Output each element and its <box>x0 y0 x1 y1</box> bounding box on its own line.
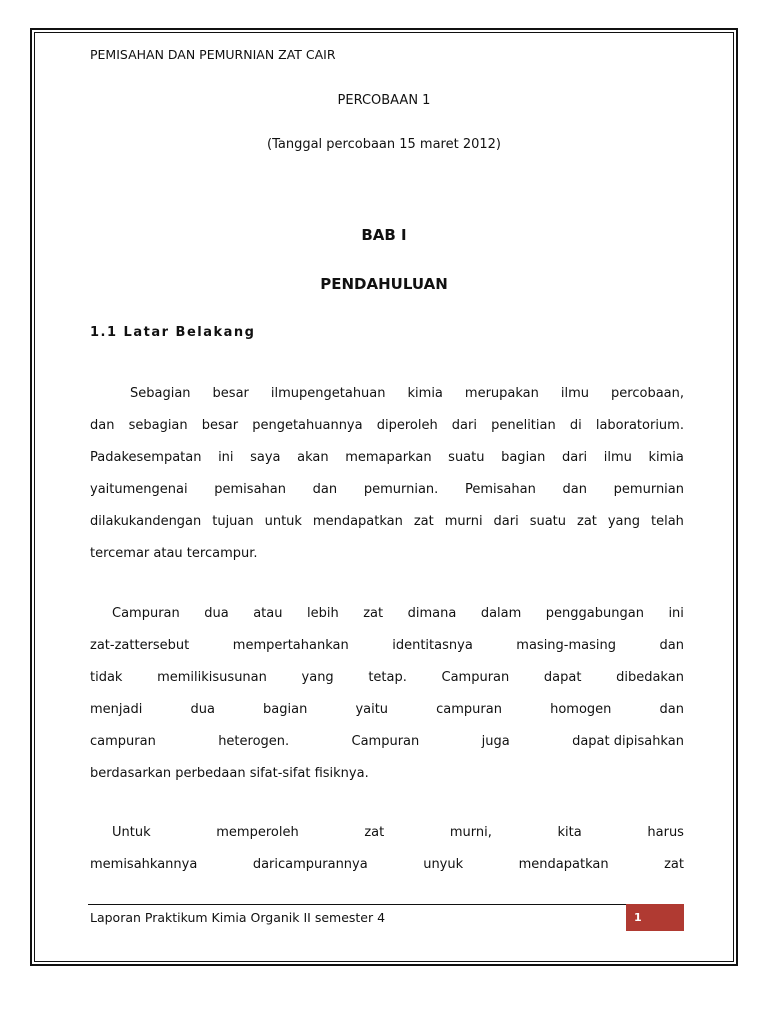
word: akan <box>297 450 329 465</box>
word: zat <box>363 606 384 621</box>
word: memisahkannya <box>90 857 198 872</box>
word: telah <box>650 514 684 529</box>
word: murni, <box>449 825 492 840</box>
word: dan <box>312 482 338 497</box>
section-title: 1.1 Latar Belakang <box>90 325 256 340</box>
word: lebih <box>307 606 339 621</box>
chapter-title: PENDAHULUAN <box>320 275 448 293</box>
word: mendapatkan <box>518 857 609 872</box>
running-footer: Laporan Praktikum Kimia Organik II semester 4 <box>90 910 386 925</box>
word: yang <box>607 514 641 529</box>
word: pemisahan <box>214 482 286 497</box>
word: yang <box>301 670 334 685</box>
word: masing-masing <box>516 638 616 653</box>
experiment-title: PERCOBAAN 1 <box>337 93 431 108</box>
word: berdasarkan perbedaan sifat-sifat fisiknya. <box>90 766 369 781</box>
word: murni <box>444 514 483 529</box>
paragraph-line <box>90 515 684 528</box>
word: Pemisahan <box>464 482 536 497</box>
word: pemurnian <box>613 482 684 497</box>
word: Campuran <box>441 670 510 685</box>
word: kita <box>557 825 582 840</box>
word: dapat dipisahkan <box>572 734 684 749</box>
footer-divider <box>88 904 684 905</box>
paragraph-line <box>90 547 684 560</box>
word: dilakukandengan <box>90 514 202 529</box>
word: untuk <box>264 514 302 529</box>
word: juga <box>481 734 510 749</box>
word: identitasnya <box>392 638 473 653</box>
word: dua <box>204 606 229 621</box>
word: dan <box>90 418 115 433</box>
word: campuran <box>436 702 502 717</box>
word: sebagian <box>128 418 188 433</box>
paragraph-line <box>90 858 684 871</box>
paragraph-line <box>90 639 684 652</box>
word: dimana <box>407 606 457 621</box>
word: suatu <box>529 514 567 529</box>
word: unyuk <box>423 857 464 872</box>
word: dua <box>190 702 215 717</box>
word: dari <box>561 450 588 465</box>
word: mendapatkan <box>312 514 403 529</box>
word: campuran <box>90 734 156 749</box>
word: tetap. <box>368 670 407 685</box>
word: memaparkan <box>345 450 432 465</box>
paragraph-line <box>90 483 684 496</box>
experiment-date: (Tanggal percobaan 15 maret 2012) <box>267 137 501 152</box>
paragraph-line <box>90 767 684 780</box>
word: tercemar atau tercampur. <box>90 546 258 561</box>
word: zat-zattersebut <box>90 638 190 653</box>
word: tujuan <box>212 514 254 529</box>
word: Campuran <box>351 734 420 749</box>
word: diperoleh <box>376 418 438 433</box>
word: harus <box>647 825 684 840</box>
word: dari <box>493 514 519 529</box>
word: kimia <box>648 450 684 465</box>
word: merupakan <box>464 386 539 401</box>
word: zat <box>577 514 597 529</box>
word: penelitian <box>491 418 556 433</box>
word: zat <box>664 857 684 872</box>
word: mempertahankan <box>232 638 349 653</box>
word: dan <box>659 638 684 653</box>
word: dari <box>451 418 477 433</box>
word: pengetahuannya <box>252 418 363 433</box>
word: dalam <box>480 606 522 621</box>
word: dan <box>659 702 684 717</box>
word: zat <box>413 514 434 529</box>
word: kimia <box>407 386 443 401</box>
word: memilikisusunan <box>157 670 267 685</box>
word: homogen <box>550 702 612 717</box>
word: di <box>569 418 582 433</box>
paragraph-line <box>112 607 684 620</box>
word: Padakesempatan <box>90 450 202 465</box>
paragraph-line <box>90 703 684 716</box>
page-border-inner <box>34 32 734 962</box>
word: memperoleh <box>216 825 299 840</box>
word: ilmu <box>603 450 632 465</box>
word: zat <box>364 825 385 840</box>
paragraph-line <box>90 735 684 748</box>
word: daricampurannya <box>252 857 368 872</box>
page-number-badge: 1 <box>626 904 684 931</box>
word: besar <box>212 386 249 401</box>
word: penggabungan <box>545 606 644 621</box>
word: Sebagian <box>130 386 191 401</box>
chapter-number: BAB I <box>361 226 407 244</box>
word: pemurnian. <box>363 482 439 497</box>
paragraph-line <box>130 387 684 400</box>
word: saya <box>250 450 281 465</box>
word: Untuk <box>112 825 151 840</box>
word: ini <box>668 606 684 621</box>
word: atau <box>253 606 283 621</box>
paragraph-line <box>112 826 684 839</box>
word: dapat <box>543 670 582 685</box>
word: bagian <box>501 450 546 465</box>
word: dibedakan <box>616 670 684 685</box>
word: laboratorium. <box>595 418 684 433</box>
paragraph-line <box>90 671 684 684</box>
running-header: PEMISAHAN DAN PEMURNIAN ZAT CAIR <box>90 47 336 62</box>
word: tidak <box>90 670 123 685</box>
word: bagian <box>263 702 308 717</box>
word: percobaan, <box>611 386 684 401</box>
word: besar <box>201 418 239 433</box>
word: yaitumengenai <box>90 482 188 497</box>
word: ilmupengetahuan <box>270 386 386 401</box>
word: heterogen. <box>218 734 290 749</box>
word: yaitu <box>355 702 389 717</box>
word: suatu <box>448 450 485 465</box>
word: menjadi <box>90 702 143 717</box>
word: dan <box>562 482 587 497</box>
word: ilmu <box>560 386 590 401</box>
paragraph-line <box>90 451 684 464</box>
word: Campuran <box>112 606 180 621</box>
word: ini <box>218 450 234 465</box>
paragraph-line <box>90 419 684 432</box>
